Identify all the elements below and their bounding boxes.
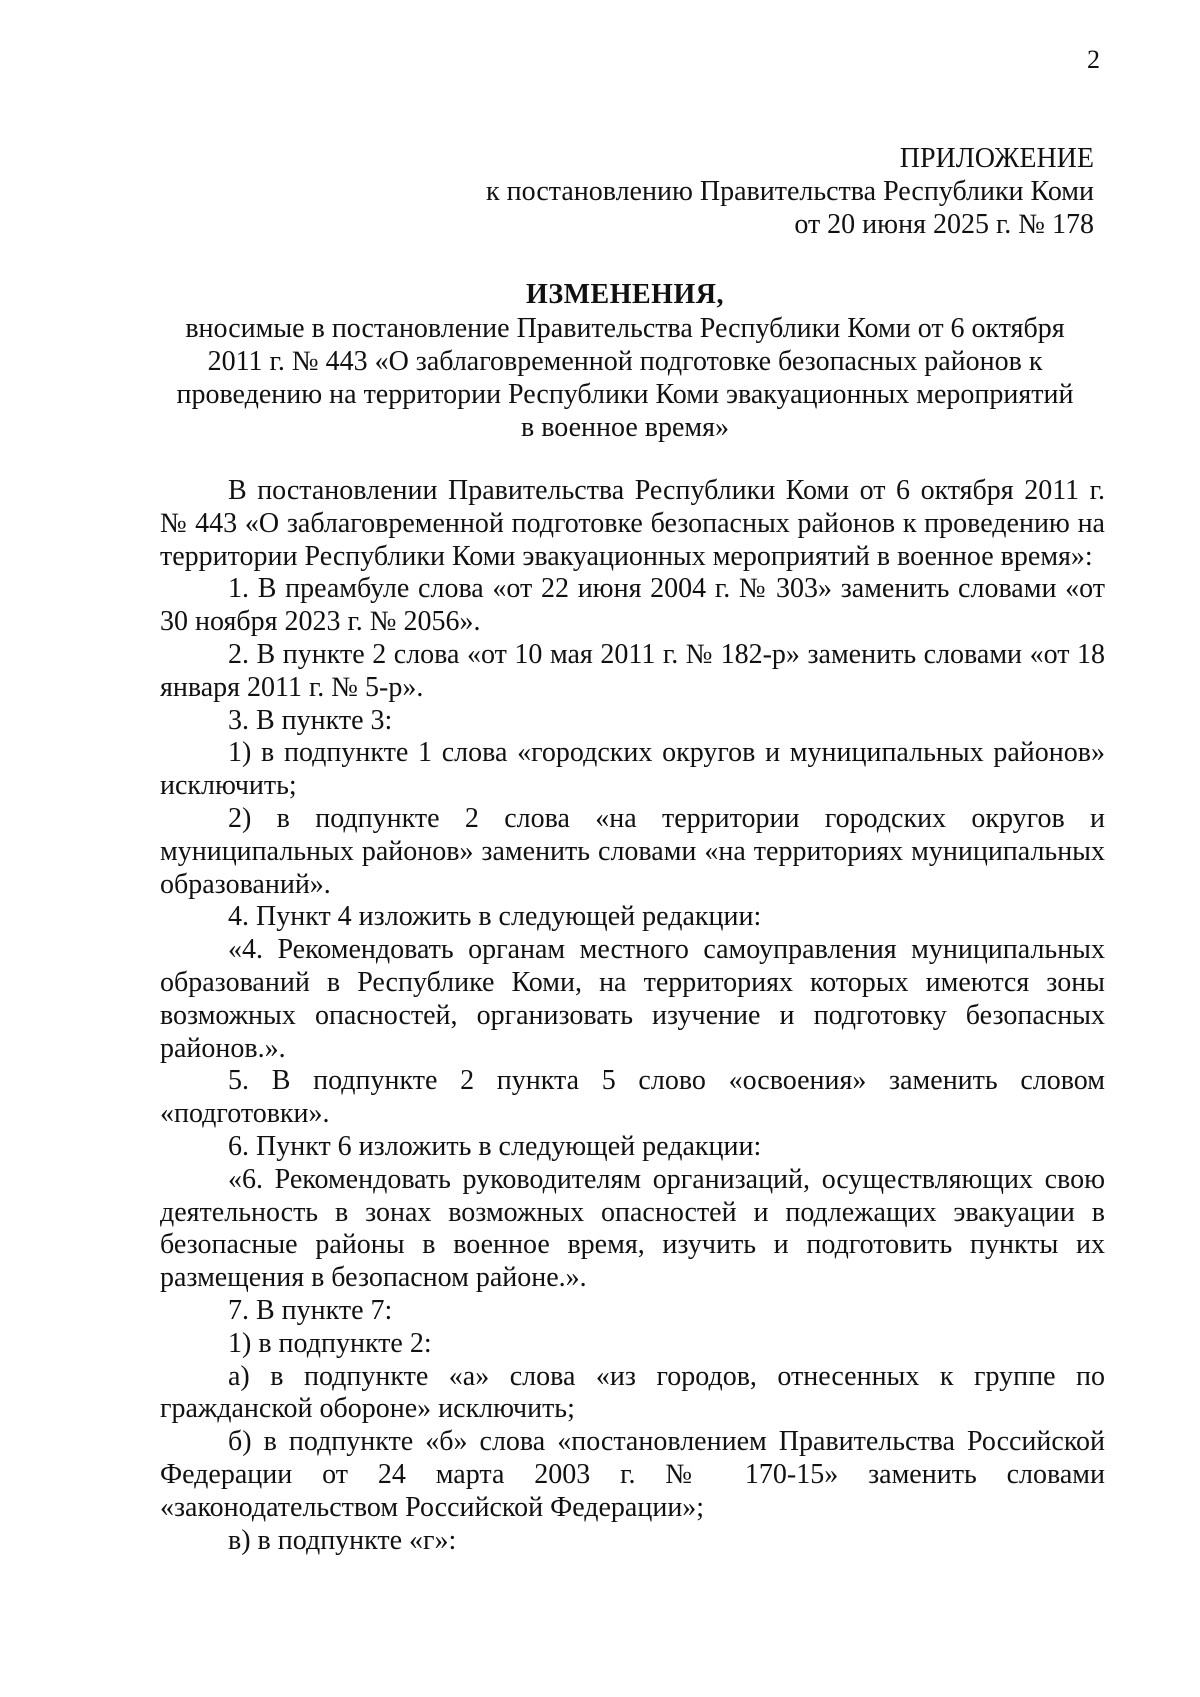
subtitle-line: в военное время» [520,412,729,443]
subtitle-line: проведению на территории Республики Коми эвакуационных мероприятий [176,379,1074,410]
page-number: 2 [1087,45,1100,74]
item-paragraph: 4. Пункт 4 изложить в следующей редакции: [228,901,762,933]
quoted-paragraph: «6. Рекомендовать руководителям организаций, осуществляющих свою деятельность в зонах возможных опасностей и подлежащих эвакуации в безопасные районы в военное время, изучить и подготовить пункты их размещения в безопасном районе.». [160,1163,1105,1294]
item-paragraph: 1. В преамбуле слова «от 22 июня 2004 г. № 303» заменить словами «от 30 ноября 2023 г. № 2056». [160,573,1105,638]
document-subtitle [150,312,1100,444]
document-title: ИЗМЕНЕНИЯ, [526,279,724,310]
subitem-paragraph: а) в подпункте «а» слова «из городов, отнесенных к группе по гражданской обороне» исключить; [160,1360,1105,1425]
appendix-resolution-ref: к постановлению Правительства Республики Коми [486,176,1094,207]
quoted-paragraph: «4. Рекомендовать органам местного самоуправления муниципальных образований в Республике Коми, на территориях которых имеются зоны возможных опасностей, организовать изучение и подготовку безопасных районов.». [160,934,1105,1064]
appendix-label: ПРИЛОЖЕНИЕ [899,143,1094,174]
item-paragraph: 7. В пункте 7: [228,1294,393,1326]
subitem-paragraph: в) в подпункте «г»: [228,1524,457,1556]
appendix-block [486,142,1094,241]
subtitle-line: 2011 г. № 443 «О заблаговременной подготовке безопасных районов к [207,346,1043,377]
item-paragraph: 2. В пункте 2 слова «от 10 мая 2011 г. № 182-р» заменить словами «от 18 января 2011 г. № 5-р». [160,638,1105,703]
document-body [160,475,1105,1557]
intro-paragraph: В постановлении Правительства Республики Коми от 6 октября 2011 г. № 443 «О заблаговременной подготовке безопасных районов к проведению на территории Республики Коми эвакуационных мероприятий в военное время»: [160,475,1105,572]
item-paragraph: 5. В подпункте 2 пункта 5 слово «освоения» заменить словом «подготовки». [160,1065,1105,1130]
item-paragraph: 6. Пункт 6 изложить в следующей редакции: [228,1130,762,1162]
item-paragraph: 3. В пункте 3: [228,704,393,736]
subitem-paragraph: 2) в подпункте 2 слова «на территории городских округов и муниципальных районов» заменить словами «на территориях муниципальных образований». [160,802,1105,900]
subitem-paragraph: б) в подпункте «б» слова «постановлением Правительства Российской Федерации от 24 марта 2003 г. № 170-15» заменить словами «законодательством Российской Федерации»; [160,1426,1105,1523]
subitem-paragraph: 1) в подпункте 1 слова «городских округов и муниципальных районов» исключить; [160,737,1105,802]
appendix-date-number: от 20 июня 2025 г. № 178 [794,209,1094,240]
subitem-paragraph: 1) в подпункте 2: [228,1327,432,1359]
subtitle-line: вносимые в постановление Правительства Республики Коми от 6 октября [185,313,1065,344]
